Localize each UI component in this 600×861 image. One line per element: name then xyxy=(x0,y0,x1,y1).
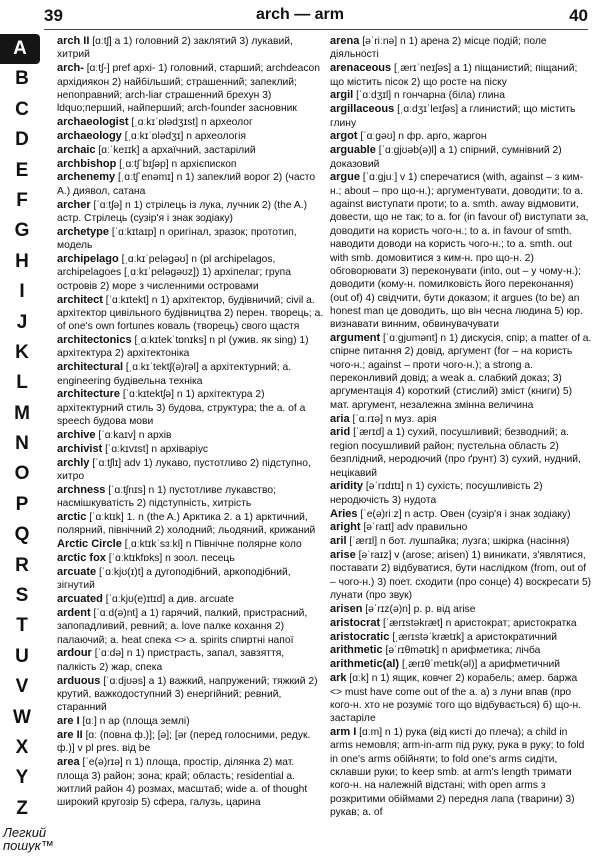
left-column xyxy=(57,35,325,810)
entry-headword: argument xyxy=(330,332,381,345)
dictionary-entry xyxy=(57,647,325,674)
dictionary-entry xyxy=(330,103,592,130)
entry-headword: aristocrat xyxy=(330,616,381,629)
index-tab-e[interactable]: E xyxy=(15,159,29,181)
entry-definition: [ˈɑːkɪtaɪp] n оригінал, зразок; прототип, модель xyxy=(57,226,297,252)
entry-definition: [ˈɑːktɪkfɒks] n зоол. песець xyxy=(108,553,235,565)
entry-headword: architect xyxy=(57,293,103,306)
entry-definition: [ˈɑːd(ə)nt] a 1) гарячий, палкий, пристрасний, запопадливий, ревний; a. love палке кохання 2) палаючий; a. heat спека <> a. spirits спиртні напої xyxy=(57,607,308,646)
dictionary-entry xyxy=(57,429,325,442)
entry-headword: argue xyxy=(330,171,360,184)
index-tab-i[interactable]: I xyxy=(19,281,25,303)
entry-definition: [ɑːk] n 1) ящик, ковчег 2) корабель; амер. баржа <> must have come out of the a. a) з луни впав (про кого-н. хто не розуміє того що відбувається) б) що-н. застаріле xyxy=(330,673,582,725)
entry-definition: [ˈe(ə)rɪə] n 1) площа, простір, ділянка 2) мат. площа 3) район; зона; край; область; residential a. житлий район 4) розмах, масштаб; wide a. of thought широкий кругозір 5) сфера, галузь, царина xyxy=(57,757,308,809)
dictionary-entry xyxy=(57,457,325,484)
dictionary-entry xyxy=(330,672,592,725)
entry-headword: architecture xyxy=(57,388,120,401)
entry-definition: [ˈɑːkɪtekt] n 1) архітектор, будівничий; civil a. архітектор цивільного будівництва 2) перен. творець; a. of one's own fortunes коваль (творець) свого щастя xyxy=(57,294,324,333)
dictionary-entry xyxy=(57,171,325,198)
entry-definition: [ˈe(ə)riːz] n астр. Овен (сузір'я і знак зодіаку) xyxy=(360,508,571,520)
header-rule xyxy=(44,29,588,30)
right-page-number: 40 xyxy=(569,6,588,25)
dictionary-entry xyxy=(57,35,325,62)
entry-headword: are I xyxy=(57,715,80,728)
index-tab-h[interactable]: H xyxy=(15,250,29,272)
entry-headword: archive xyxy=(57,428,96,441)
entry-headword: Aries xyxy=(330,507,358,520)
entry-headword: archivist xyxy=(57,442,103,455)
entry-headword: aristocratic xyxy=(330,630,390,643)
entry-definition: [ˈɑːkjʊ(ɪ)t] a дугоподібний, аркоподібний, зігнутий xyxy=(57,566,291,592)
page-header xyxy=(0,0,600,34)
entry-headword: ardour xyxy=(57,647,92,660)
entry-definition: [ˈɑːdʒɪl] n гончарна (біла) глина xyxy=(356,90,505,102)
entry-headword: aril xyxy=(330,535,347,548)
entry-definition: [əˈrɪθmətɪk] n арифметика; лічба xyxy=(385,645,541,657)
entry-definition: [ˈɑːgəʊ] n фр. арго, жаргон xyxy=(360,131,487,143)
index-tab-v[interactable]: V xyxy=(15,676,29,698)
index-tab-w[interactable]: W xyxy=(13,706,31,728)
entry-headword: architectonics xyxy=(57,334,132,347)
index-tab-a[interactable]: A xyxy=(0,34,40,64)
index-tab-n[interactable]: N xyxy=(15,433,29,455)
entry-headword: architectural xyxy=(57,361,124,374)
dictionary-entry xyxy=(57,62,325,115)
entry-definition: [ˈɑːkɪvɪst] n архіваріус xyxy=(105,443,208,455)
entry-definition: [ˌɑːkɪˈtektʃ(ə)rəl] a архітектурний; a. engineering будівельна техніка xyxy=(57,362,292,387)
entry-definition: [ɑːˈkeɪɪk] a архаїчний, застарілий xyxy=(98,144,256,156)
entry-headword: arguable xyxy=(330,144,376,157)
dictionary-entry xyxy=(57,361,325,388)
dictionary-entry xyxy=(57,199,325,226)
entry-definition: [ɑːm] n 1) рука (від кисті до плеча); a child in arms немовля; arm-in-arm під руку, рука в руку; to fold in one's arms обійняти; to fold one's arms сидіти, склавши руки; to keep smb. at arm's length тримати кого-н. на належній відстані; with open arms з розкритими обіймами 2) передня лапа (тварини) 3) рукав; a. of xyxy=(330,727,585,819)
entry-headword: arm I xyxy=(330,726,357,739)
entry-headword: arise xyxy=(330,549,356,562)
entry-definition: [ˈɑːkɪtektʃə] n 1) архітектура 2) архітектурний стиль 3) будова, структура; the a. of a speech будова мови xyxy=(57,389,306,428)
entry-headword: archaeologist xyxy=(57,116,129,129)
dictionary-entry xyxy=(330,508,592,521)
entry-definition: [ɑː (повна ф.)]; [ə]; [ər (перед голосними, редук. ф.)] v pl pres. від be xyxy=(57,730,311,755)
index-tab-y[interactable]: Y xyxy=(15,767,29,789)
entry-headword: archaeology xyxy=(57,129,122,142)
entry-headword: ark xyxy=(330,672,347,685)
dictionary-entry xyxy=(57,484,325,511)
index-tab-k[interactable]: K xyxy=(15,341,29,363)
entry-headword: aridity xyxy=(330,480,364,493)
entry-headword: arithmetic(al) xyxy=(330,658,400,671)
index-tab-z[interactable]: Z xyxy=(16,797,28,819)
entry-definition: [ˌɑːkɪtekˈtɒnɪks] n pl (ужив. як sing) 1) архітектура 2) архітектоніка xyxy=(57,335,309,360)
dictionary-entry xyxy=(330,617,592,630)
entry-definition: [ˈɑːgjʊəb(ə)l] a 1) спірний, сумнівний 2) доказовий xyxy=(330,145,562,170)
dictionary-entry xyxy=(57,144,325,157)
index-tab-o[interactable]: O xyxy=(14,463,30,485)
index-tab-j[interactable]: J xyxy=(16,311,28,333)
index-tab-f[interactable]: F xyxy=(16,189,28,211)
running-title: arch — arm xyxy=(255,6,345,23)
entry-definition: [əˈraɪz] v (arose; arisen) 1) виникати, з'являтися, поставати 2) відбуватися, бути наслідком (from, out of – чого-н.) 3) поет. сходити (про сонце) 4) воскресати 5) лунати (про звук) xyxy=(330,550,592,602)
entry-definition: [ˌɑːdʒɪˈleɪʃəs] a глинистий; що містить глину xyxy=(330,104,576,129)
index-tab-r[interactable]: R xyxy=(15,554,29,576)
logo-line-2: пошук™ xyxy=(3,838,54,853)
dictionary-entry xyxy=(57,226,325,253)
dictionary-entry xyxy=(330,35,592,62)
dictionary-entry xyxy=(57,511,325,538)
dictionary-entry xyxy=(57,443,325,456)
entry-headword: arena xyxy=(330,35,360,47)
entry-definition: [əˈrɪz(ə)n] p. p. від arise xyxy=(365,603,476,615)
entry-definition: [ˌɑːktɪkˈsɜːkl] n Північне полярне коло xyxy=(124,539,302,551)
entry-definition: [ˈɑːgjuː] v 1) сперечатися (with, against – з ким-н.; about – про що-н.); аргументувати, доводити; to a. against виступати проти; to a. smth. away відмовити, довести, що не так; to a. for (in favour of) виступати за, доводити на користь чого-н.; to a. in favour of smth. наводити доводи на користь чого-н.; to a. smth. out with smb. домовитися з ким-н. про що-н. 2) обговорювати 3) переконувати (into, out – у чому-н.); доводити (кому-н. помилковість його переконання) (out of) 4) свідчити, бути доказом; it argues (to be) an honest man це доводить, що він чесна людина 5) юр. визнавати винним, обвинувачувати xyxy=(330,172,589,331)
entry-definition: [əˈrɪdɪtɪ] n 1) сухість; посушливість 2) неродючість 3) нудота xyxy=(330,481,543,506)
dictionary-entry xyxy=(57,294,325,334)
alphabet-index xyxy=(0,34,44,824)
entry-definition: [ˈɑːtʃlɪ] adv 1) лукаво, пустотливо 2) підступно, хитро xyxy=(57,457,311,482)
right-column xyxy=(330,35,592,820)
entry-definition: [ˈɑːdjʊəs] a 1) важкий, напружений; тяжкий 2) крутий, важкодоступний 3) енергійний; ревний, старанний xyxy=(57,675,318,714)
dictionary-entry xyxy=(330,726,592,819)
entry-headword: archer xyxy=(57,198,91,211)
entry-definition: [ˌærɪstəˈkrætɪk] a аристократичний xyxy=(392,631,558,643)
entry-headword: archipelago xyxy=(57,253,119,265)
dictionary-entry xyxy=(57,158,325,171)
dictionary-entry xyxy=(57,253,325,293)
dictionary-entry xyxy=(57,566,325,593)
entry-headword: are II xyxy=(57,729,83,742)
entry-definition: [ˈɑːkaɪv] n архів xyxy=(98,429,172,441)
entry-headword: archaic xyxy=(57,143,96,156)
entry-definition: [ˈɑːkjʊ(e)ɪtɪd] a див. arcuate xyxy=(105,594,235,606)
dictionary-entry xyxy=(57,675,325,715)
index-tab-m[interactable]: M xyxy=(14,402,30,424)
entry-definition: [ˈærɪd] a 1) сухий, посушливий; безводний; a. region посушливий район; пустельна область 2) безплідний, неродючий (про ґрунт) 3) сухий, нудний, нецікавий xyxy=(330,427,581,479)
entry-headword: arithmetic xyxy=(330,644,383,657)
dictionary-entry xyxy=(57,334,325,361)
entry-definition: [ˌɑːkɪˈɒlədʒɪ] n археологія xyxy=(124,130,246,142)
entry-headword: arctic fox xyxy=(57,552,106,565)
index-tab-q[interactable]: Q xyxy=(14,524,30,546)
brand-logo xyxy=(3,826,83,852)
logo-line-1: Легкий xyxy=(3,825,47,840)
dictionary-entry xyxy=(330,130,592,143)
entry-definition: [ˌɑːkɪˈɒlədʒɪst] n археолог xyxy=(131,117,253,129)
dictionary-entry xyxy=(57,756,325,809)
entry-headword: aright xyxy=(330,521,361,534)
dictionary-entry xyxy=(57,607,325,647)
entry-headword: ardent xyxy=(57,606,91,619)
entry-headword: arch II xyxy=(57,35,90,47)
index-tab-u[interactable]: U xyxy=(15,645,29,667)
entry-definition: [ˌɑːtʃˈenəmɪ] n 1) запеклий ворог 2) (часто A.) диявол, сатана xyxy=(57,172,316,197)
entry-definition: [ˌɑːkɪˈpeləgəʊ] n (pl archipelagos, archipelagoes [ˌɑːkɪˈpeləgəʊz]) 1) архіпелаг; група островів 2) море з численними островами xyxy=(57,254,291,292)
dictionary-entry xyxy=(330,426,592,479)
dictionary-entry xyxy=(57,729,325,756)
left-page-number: 39 xyxy=(44,6,63,25)
entry-headword: arctic xyxy=(57,511,87,524)
dictionary-entry xyxy=(330,631,592,644)
index-tab-c[interactable]: C xyxy=(15,98,29,120)
entry-definition: [ˌærɪˈneɪʃəs] a 1) піщанистий; піщаний; що містить пісок 2) що росте на піску xyxy=(330,63,578,88)
entry-definition: [ˈɑːtʃnɪs] n 1) пустотливе лукавство; насмішкуватість 2) підступність, хитрість xyxy=(57,484,276,510)
entry-headword: archenemy xyxy=(57,171,116,184)
dictionary-entry xyxy=(330,549,592,602)
dictionary-entry xyxy=(330,480,592,507)
dictionary-entry xyxy=(330,332,592,412)
dictionary-entry xyxy=(330,62,592,89)
entry-definition: [ɑːtʃ-] pref архі- 1) головний, старший; archdeacon архідиякон 2) найбільший; страшенний; запеклий; непоправний; arch-liar страшенний брехун 3) ldquo;перший, найперший; arch-founder засновник xyxy=(57,63,320,115)
index-tab-b[interactable]: B xyxy=(15,68,29,90)
entry-definition: [ˌɑːtʃˈbɪʃəp] n архієпископ xyxy=(119,158,237,170)
index-tab-d[interactable]: D xyxy=(15,129,29,151)
dictionary-entry xyxy=(330,658,592,671)
entry-definition: [ɑːtʃ] a 1) головний 2) заклятий 3) лукавий, хитрий xyxy=(57,36,293,61)
entry-headword: argillaceous xyxy=(330,103,395,116)
dictionary-entry xyxy=(57,388,325,428)
entry-definition: [əˈraɪt] adv правильно xyxy=(363,522,468,534)
entry-definition: [ˈɑːktɪk] 1. n (the A.) Арктика 2. a 1) арктичний, полярний, північний 2) холодний; льодяний, крижаний xyxy=(57,512,316,537)
dictionary-entry xyxy=(57,538,325,551)
entry-definition: [ˈɑːrɪə] n муз. арія xyxy=(352,413,437,425)
entry-headword: argot xyxy=(330,130,358,143)
index-tab-p[interactable]: P xyxy=(15,493,29,515)
dictionary-entry xyxy=(330,413,592,426)
entry-definition: [ˈærɪstəkræt] n аристократ; аристократка xyxy=(383,617,577,629)
entry-headword: area xyxy=(57,756,80,769)
dictionary-entry xyxy=(330,89,592,102)
dictionary-entry xyxy=(57,116,325,129)
dictionary-entry xyxy=(330,535,592,548)
dictionary-entry xyxy=(57,715,325,728)
index-tab-l[interactable]: L xyxy=(16,372,28,394)
entry-headword: arid xyxy=(330,426,351,439)
entry-headword: arcuated xyxy=(57,593,103,606)
entry-headword: argil xyxy=(330,89,354,102)
dictionary-entry xyxy=(330,171,592,331)
dictionary-entry xyxy=(330,644,592,657)
dictionary-entry xyxy=(330,603,592,616)
entry-definition: [ˈɑːtʃə] n 1) стрілець із лука, лучник 2) (the A.) астр. Стрілець (сузір'я і знак зодіаку) xyxy=(57,199,308,224)
entry-definition: [əˈriːnə] n 1) арена 2) місце подій; поле діяльності xyxy=(330,36,547,61)
entry-headword: Arctic Circle xyxy=(57,538,122,551)
dictionary-entry xyxy=(57,130,325,143)
entry-definition: [ɑː] n ар (площа землі) xyxy=(82,716,190,728)
entry-headword: arisen xyxy=(330,602,363,615)
entry-headword: arenaceous xyxy=(330,62,392,75)
index-tab-x[interactable]: X xyxy=(15,736,29,758)
dictionary-entry xyxy=(57,552,325,565)
dictionary-entry xyxy=(57,593,325,606)
entry-headword: archness xyxy=(57,483,106,496)
index-tab-t[interactable]: T xyxy=(16,615,28,637)
index-tab-s[interactable]: S xyxy=(15,585,29,607)
dictionary-entry xyxy=(330,144,592,171)
entry-headword: arch- xyxy=(57,62,84,75)
entry-headword: arcuate xyxy=(57,565,97,578)
entry-headword: aria xyxy=(330,412,350,425)
entry-definition: [ˈɑːgjʊmənt] n 1) дискусія, спір; a matter of a. спірне питання 2) довід, аргумент (for – на користь чого-н.; against – проти чого-н.); a strong a. переконливий довід; a weak a. слабкий доказ; 3) аргументація 4) короткий (стислий) зміст (книги) 5) мат. аргумент, незалежна змінна величина xyxy=(330,333,592,411)
index-tab-g[interactable]: G xyxy=(14,220,30,242)
entry-headword: archbishop xyxy=(57,157,117,170)
entry-definition: [ˌærɪθˈmetɪk(əl)] a арифметичний xyxy=(401,659,560,671)
entry-headword: arduous xyxy=(57,674,101,687)
dictionary-entry xyxy=(330,521,592,534)
entry-definition: [ˈɑːdə] n 1) пристрасть, запал, завзяття, палкість 2) жар, спека xyxy=(57,648,285,673)
entry-headword: archly xyxy=(57,456,90,469)
entry-definition: [ˈærɪl] n бот. лушпайка; лузга; шкірка (насіння) xyxy=(349,536,570,548)
entry-headword: archetype xyxy=(57,225,109,238)
